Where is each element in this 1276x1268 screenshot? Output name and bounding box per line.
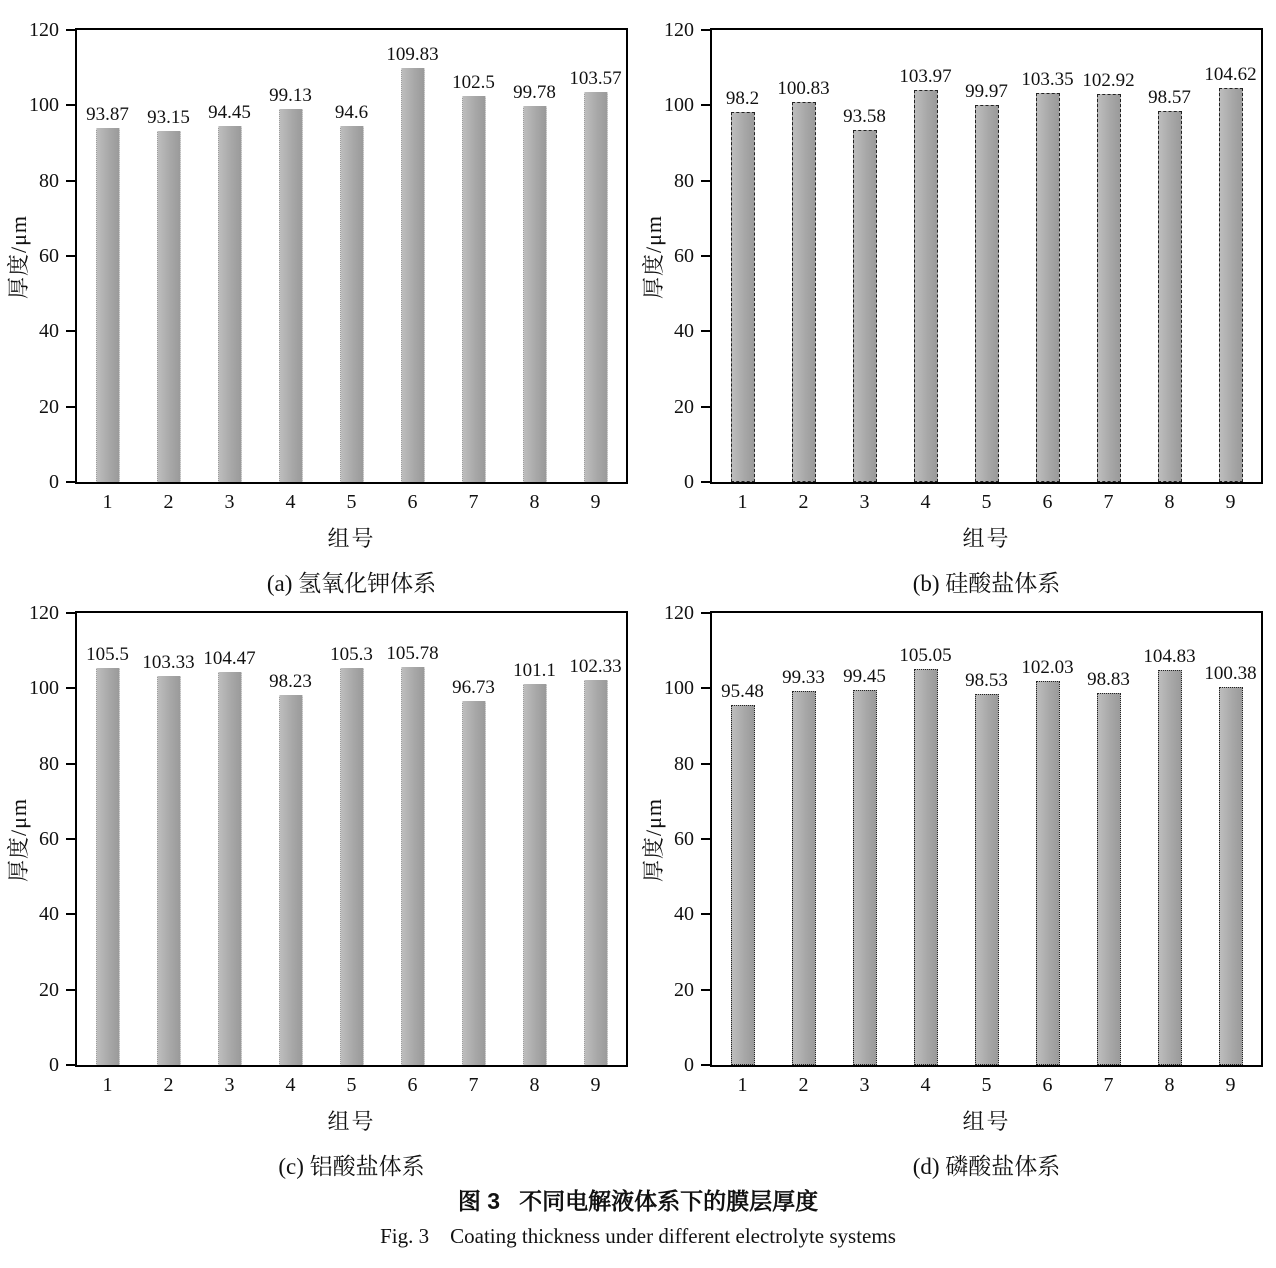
bar-group-1 [96, 128, 120, 482]
x-tick-label: 2 [798, 491, 809, 513]
bar-value-label: 103.97 [899, 66, 952, 88]
y-tick-label: 100 [664, 677, 694, 700]
x-tick-label: 5 [981, 1074, 992, 1096]
x-tick-label: 5 [346, 1074, 357, 1096]
y-tick-label: 60 [39, 245, 59, 267]
bar-value-label: 98.2 [725, 88, 760, 110]
panel-subtitle: (b) 硅酸盐体系 [912, 571, 1061, 596]
x-tick-label: 2 [163, 491, 174, 513]
bar-value-label: 102.33 [569, 655, 622, 677]
x-tick-label: 3 [224, 1074, 235, 1096]
bar-value-label: 105.5 [86, 643, 129, 665]
x-tick-label: 4 [285, 491, 296, 513]
bar-value-label: 98.23 [269, 671, 312, 693]
y-tick-label: 120 [29, 602, 59, 624]
y-axis-tick [66, 481, 75, 483]
bar-group-6 [1036, 681, 1060, 1065]
bar-value-label: 101.1 [513, 660, 556, 682]
y-tick-label: 20 [39, 395, 59, 418]
y-tick-label: 0 [684, 1054, 694, 1076]
bar-group-8 [523, 106, 547, 482]
bar-group-4 [914, 90, 938, 482]
y-axis-tick [701, 406, 710, 408]
x-axis-label: 组号 [962, 526, 1011, 551]
y-tick-label: 100 [664, 94, 694, 117]
x-tick-label: 9 [1225, 1074, 1236, 1096]
y-axis-tick [66, 989, 75, 991]
bar-group-5 [975, 694, 999, 1065]
bar-group-4 [279, 695, 303, 1065]
bar-group-2 [157, 131, 181, 482]
y-axis-tick [66, 1064, 75, 1066]
figure-caption-chinese: 图 3 不同电解液体系下的膜层厚度 [457, 1188, 819, 1214]
x-axis-label: 组号 [327, 1109, 376, 1134]
x-tick-label: 7 [1103, 491, 1114, 513]
bar-group-7 [462, 96, 486, 482]
y-tick-label: 40 [674, 320, 694, 343]
bar-value-label: 104.83 [1143, 646, 1196, 668]
bar-value-label: 93.58 [843, 105, 886, 127]
x-axis-label: 组号 [962, 1109, 1011, 1134]
bar-group-3 [853, 690, 877, 1065]
bar-group-4 [279, 109, 303, 482]
x-tick-label: 5 [981, 491, 992, 513]
bar-value-label: 99.78 [513, 82, 556, 104]
x-tick-label: 6 [1042, 1074, 1053, 1096]
bar-value-label: 102.03 [1021, 656, 1074, 678]
x-tick-label: 7 [1103, 1074, 1114, 1096]
bar-group-2 [792, 102, 816, 482]
bar-group-3 [853, 130, 877, 482]
bar-group-7 [462, 701, 486, 1065]
y-axis-tick [66, 687, 75, 689]
bar-value-label: 98.57 [1148, 86, 1191, 108]
bar-value-label: 109.83 [386, 44, 439, 66]
bar-value-label: 104.62 [1204, 63, 1257, 85]
bar-group-4 [914, 669, 938, 1065]
chart-panel-a [6, 19, 628, 596]
y-axis-tick [701, 913, 710, 915]
x-tick-label: 6 [407, 1074, 418, 1096]
y-tick-label: 100 [29, 94, 59, 117]
y-tick-label: 60 [674, 828, 694, 850]
y-axis-tick [66, 406, 75, 408]
bar-value-label: 99.13 [269, 84, 312, 106]
bar-value-label: 99.97 [965, 81, 1008, 103]
x-tick-label: 7 [468, 491, 479, 513]
x-tick-label: 3 [859, 491, 870, 513]
x-tick-label: 8 [1164, 1074, 1175, 1096]
bar-value-label: 93.15 [147, 107, 190, 129]
x-tick-label: 4 [920, 1074, 931, 1096]
y-axis-tick [66, 838, 75, 840]
bar-group-6 [401, 667, 425, 1065]
bar-group-9 [584, 680, 608, 1065]
bar-value-label: 93.87 [86, 104, 129, 126]
bar-group-2 [792, 691, 816, 1065]
x-tick-label: 4 [285, 1074, 296, 1096]
y-tick-label: 80 [674, 169, 694, 192]
y-tick-label: 120 [664, 19, 694, 41]
bar-value-label: 99.33 [782, 666, 825, 688]
x-tick-label: 8 [529, 1074, 540, 1096]
bar-group-6 [401, 68, 425, 482]
y-axis-tick [66, 180, 75, 182]
bar-value-label: 98.83 [1087, 668, 1130, 690]
y-tick-label: 20 [39, 978, 59, 1001]
y-axis-tick [701, 612, 710, 614]
x-tick-label: 1 [737, 1074, 748, 1096]
bar-group-8 [1158, 670, 1182, 1065]
x-tick-label: 4 [920, 491, 931, 513]
x-tick-label: 1 [102, 1074, 113, 1096]
y-tick-label: 0 [49, 1054, 59, 1076]
panel-subtitle: (a) 氢氧化钾体系 [266, 571, 437, 596]
bar-value-label: 102.92 [1082, 70, 1135, 92]
y-axis-tick [701, 838, 710, 840]
x-tick-label: 6 [1042, 491, 1053, 513]
y-axis-tick [66, 612, 75, 614]
y-axis-label: 厚度/μm [641, 214, 666, 300]
y-axis-tick [701, 255, 710, 257]
bar-value-label: 94.45 [208, 102, 251, 124]
y-axis-tick [701, 180, 710, 182]
bar-value-label: 102.5 [452, 71, 495, 93]
bar-value-label: 94.6 [334, 101, 369, 123]
y-tick-label: 40 [39, 320, 59, 343]
bar-group-1 [731, 112, 755, 482]
x-tick-label: 8 [1164, 491, 1175, 513]
bar-value-label: 105.3 [330, 644, 373, 666]
y-tick-label: 80 [39, 752, 59, 775]
bar-value-label: 98.53 [965, 669, 1008, 691]
panel-subtitle: (c) 铝酸盐体系 [278, 1154, 425, 1179]
x-axis-label: 组号 [327, 526, 376, 551]
y-axis-tick [701, 1064, 710, 1066]
bar-value-label: 105.05 [899, 645, 952, 667]
bar-group-5 [340, 126, 364, 482]
y-tick-label: 40 [39, 903, 59, 926]
y-tick-label: 80 [39, 169, 59, 192]
bar-group-8 [523, 684, 547, 1065]
bar-value-label: 100.38 [1204, 662, 1257, 684]
bar-value-label: 95.48 [721, 681, 764, 703]
y-axis-tick [66, 913, 75, 915]
bar-group-1 [96, 668, 120, 1065]
y-axis-tick [66, 330, 75, 332]
y-axis-tick [66, 255, 75, 257]
y-tick-label: 120 [664, 602, 694, 624]
y-tick-label: 40 [674, 903, 694, 926]
x-tick-label: 9 [590, 1074, 601, 1096]
chart-panel-c [6, 602, 628, 1179]
y-axis-tick [66, 29, 75, 31]
x-tick-label: 7 [468, 1074, 479, 1096]
bar-group-7 [1097, 693, 1121, 1065]
y-tick-label: 0 [49, 471, 59, 493]
bar-value-label: 96.73 [452, 676, 495, 698]
x-tick-label: 2 [163, 1074, 174, 1096]
y-axis-tick [701, 989, 710, 991]
bar-group-1 [731, 705, 755, 1065]
x-tick-label: 3 [224, 491, 235, 513]
y-tick-label: 60 [39, 828, 59, 850]
bar-group-6 [1036, 93, 1060, 482]
bar-group-9 [1219, 88, 1243, 482]
y-tick-label: 20 [674, 395, 694, 418]
y-axis-tick [701, 330, 710, 332]
y-axis-label: 厚度/μm [641, 797, 666, 883]
y-axis-tick [66, 763, 75, 765]
x-tick-label: 9 [590, 491, 601, 513]
x-tick-label: 1 [102, 491, 113, 513]
bar-group-2 [157, 676, 181, 1065]
bar-value-label: 99.45 [843, 666, 886, 688]
x-tick-label: 3 [859, 1074, 870, 1096]
bar-group-5 [340, 668, 364, 1065]
bar-group-8 [1158, 111, 1182, 482]
bar-group-7 [1097, 94, 1121, 482]
y-axis-label: 厚度/μm [6, 797, 31, 883]
y-tick-label: 20 [674, 978, 694, 1001]
y-axis-tick [701, 29, 710, 31]
bar-group-9 [584, 92, 608, 482]
bar-group-3 [218, 672, 242, 1066]
y-tick-label: 120 [29, 19, 59, 41]
y-axis-label: 厚度/μm [6, 214, 31, 300]
chart-panel-d [641, 602, 1263, 1179]
y-axis-tick [701, 763, 710, 765]
x-tick-label: 1 [737, 491, 748, 513]
bar-group-5 [975, 105, 999, 482]
bar-value-label: 103.57 [569, 67, 622, 89]
x-tick-label: 5 [346, 491, 357, 513]
x-tick-label: 6 [407, 491, 418, 513]
y-tick-label: 100 [29, 677, 59, 700]
bar-value-label: 105.78 [386, 642, 439, 664]
bar-value-label: 103.35 [1021, 68, 1074, 90]
bar-value-label: 103.33 [142, 651, 195, 673]
x-tick-label: 2 [798, 1074, 809, 1096]
y-tick-label: 60 [674, 245, 694, 267]
figure-caption-english: Fig. 3 Coating thickness under different electrolyte systems [380, 1224, 896, 1248]
bar-value-label: 104.47 [203, 647, 256, 669]
x-tick-label: 9 [1225, 491, 1236, 513]
y-tick-label: 80 [674, 752, 694, 775]
bar-group-9 [1219, 687, 1243, 1065]
panel-subtitle: (d) 磷酸盐体系 [912, 1154, 1061, 1179]
bar-value-label: 100.83 [777, 78, 830, 100]
chart-panel-b [641, 19, 1263, 596]
bar-group-3 [218, 126, 242, 482]
y-axis-tick [701, 481, 710, 483]
x-tick-label: 8 [529, 491, 540, 513]
y-tick-label: 0 [684, 471, 694, 493]
